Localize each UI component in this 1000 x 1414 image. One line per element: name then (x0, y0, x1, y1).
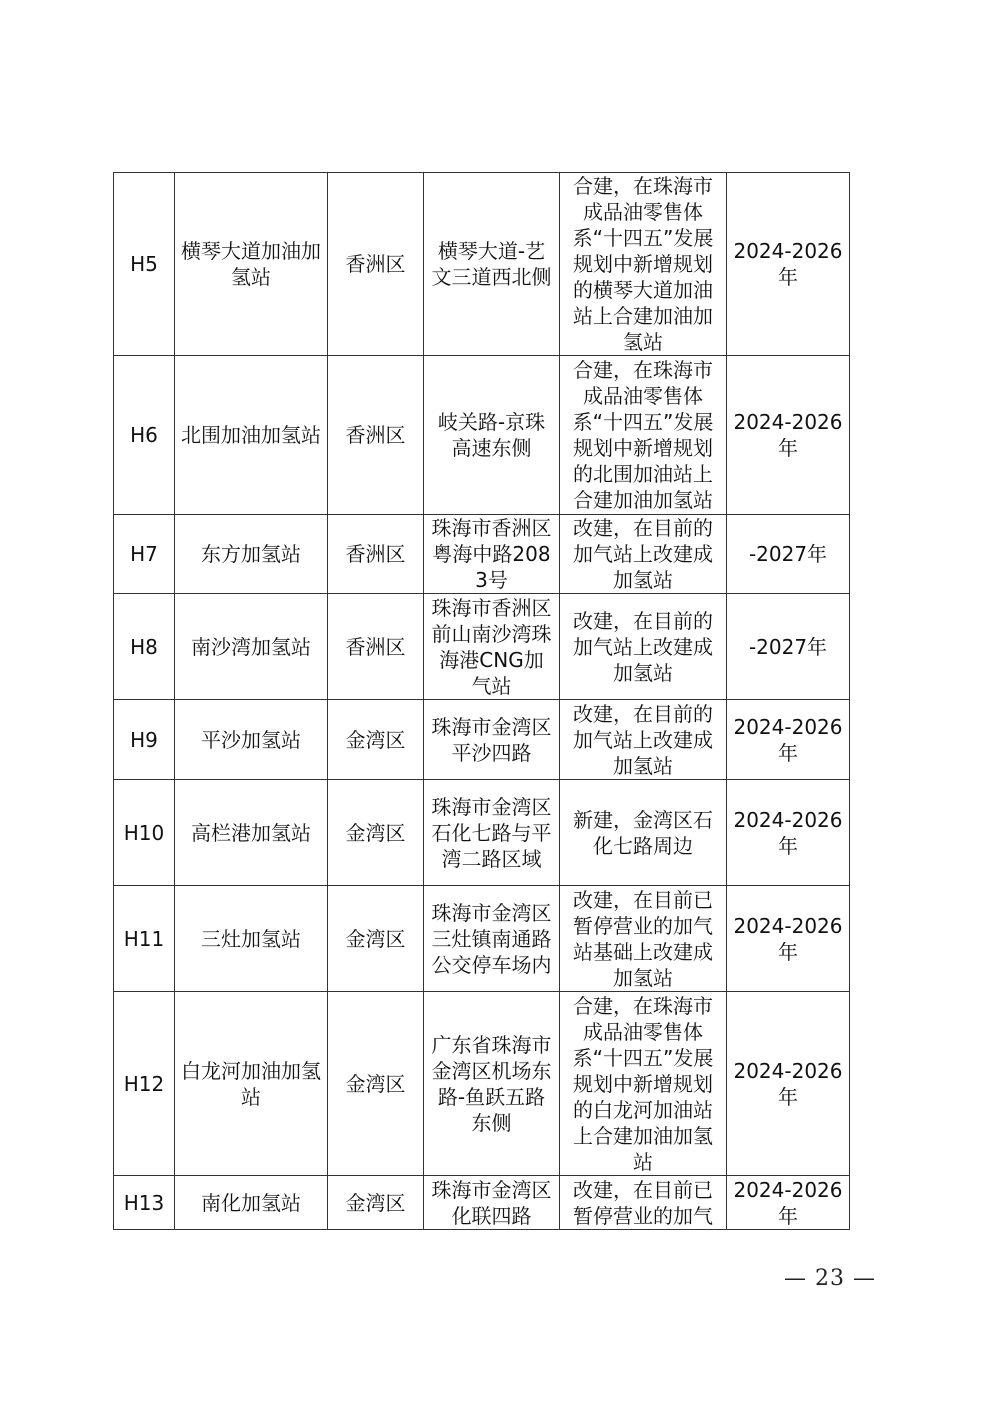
station-method: 合建，在珠海市成品油零售体系“十四五”发展规划中新增规划的横琴大道加油站上合建加油加氢站 (560, 173, 727, 356)
station-name: 南化加氢站 (175, 1176, 328, 1230)
station-method: 合建，在珠海市成品油零售体系“十四五”发展规划中新增规划的北围加油站上合建加油加氢站 (560, 356, 727, 515)
station-method: 改建，在目前的加气站上改建成加氢站 (560, 700, 727, 780)
station-district: 香洲区 (328, 356, 424, 515)
table-row (114, 173, 850, 356)
station-location: 广东省珠海市金湾区机场东路-鱼跃五路东侧 (424, 992, 560, 1176)
station-method: 合建，在珠海市成品油零售体系“十四五”发展规划中新增规划的白龙河加油站上合建加油加氢站 (560, 992, 727, 1176)
station-location: 珠海市金湾区石化七路与平湾二路区域 (424, 780, 560, 886)
station-id: H8 (114, 594, 175, 700)
station-name: 南沙湾加氢站 (175, 594, 328, 700)
station-location: 珠海市香洲区粤海中路2083号 (424, 515, 560, 594)
station-district: 金湾区 (328, 1176, 424, 1230)
hydrogen-station-table (113, 172, 850, 1230)
station-id: H11 (114, 886, 175, 992)
station-period: 2024-2026年 (727, 886, 850, 992)
station-period: 2024-2026年 (727, 356, 850, 515)
table-row (114, 780, 850, 886)
station-location: 珠海市香洲区前山南沙湾珠海港CNG加气站 (424, 594, 560, 700)
station-location: 珠海市金湾区三灶镇南通路公交停车场内 (424, 886, 560, 992)
station-name: 白龙河加油加氢站 (175, 992, 328, 1176)
station-location: 岐关路-京珠高速东侧 (424, 356, 560, 515)
station-district: 金湾区 (328, 700, 424, 780)
station-district: 金湾区 (328, 992, 424, 1176)
station-id: H13 (114, 1176, 175, 1230)
station-period: 2024-2026年 (727, 780, 850, 886)
station-name: 东方加氢站 (175, 515, 328, 594)
station-id: H6 (114, 356, 175, 515)
station-method: 改建，在目前的加气站上改建成加氢站 (560, 594, 727, 700)
station-method: 改建，在目前已暂停营业的加气 (560, 1176, 727, 1230)
station-name: 高栏港加氢站 (175, 780, 328, 886)
page-number: — 23 — (784, 1266, 876, 1291)
station-district: 金湾区 (328, 886, 424, 992)
table-row (114, 356, 850, 515)
table-row (114, 1176, 850, 1230)
station-method: 改建，在目前已暂停营业的加气站基础上改建成加氢站 (560, 886, 727, 992)
station-period: -2027年 (727, 594, 850, 700)
station-id: H7 (114, 515, 175, 594)
station-district: 香洲区 (328, 594, 424, 700)
station-name: 平沙加氢站 (175, 700, 328, 780)
station-period: 2024-2026年 (727, 1176, 850, 1230)
station-district: 香洲区 (328, 515, 424, 594)
station-id: H10 (114, 780, 175, 886)
station-id: H5 (114, 173, 175, 356)
station-name: 北围加油加氢站 (175, 356, 328, 515)
station-id: H12 (114, 992, 175, 1176)
table-row (114, 886, 850, 992)
station-name: 三灶加氢站 (175, 886, 328, 992)
station-location: 珠海市金湾区平沙四路 (424, 700, 560, 780)
station-name: 横琴大道加油加氢站 (175, 173, 328, 356)
table-row (114, 594, 850, 700)
station-district: 香洲区 (328, 173, 424, 356)
station-period: 2024-2026年 (727, 992, 850, 1176)
station-district: 金湾区 (328, 780, 424, 886)
table-row (114, 515, 850, 594)
station-period: -2027年 (727, 515, 850, 594)
station-id: H9 (114, 700, 175, 780)
table-row (114, 992, 850, 1176)
station-period: 2024-2026年 (727, 700, 850, 780)
station-location: 横琴大道-艺文三道西北侧 (424, 173, 560, 356)
station-method: 新建，金湾区石化七路周边 (560, 780, 727, 886)
station-period: 2024-2026年 (727, 173, 850, 356)
station-location: 珠海市金湾区化联四路 (424, 1176, 560, 1230)
station-method: 改建，在目前的加气站上改建成加氢站 (560, 515, 727, 594)
table-row (114, 700, 850, 780)
